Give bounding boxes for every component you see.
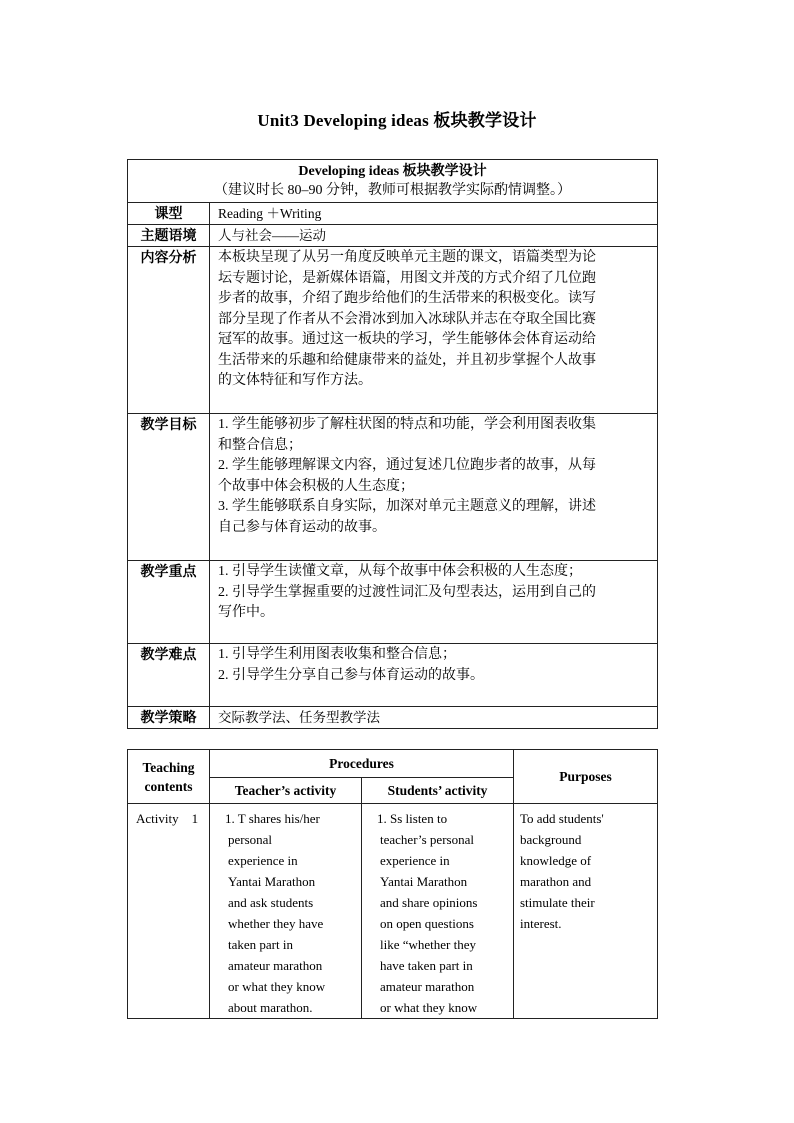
text-line: 的文体特征和写作方法。 bbox=[218, 373, 372, 388]
lesson-type-value: Reading ＋Writing bbox=[210, 203, 658, 225]
text-line: amateur marathon bbox=[380, 979, 475, 994]
text-line: amateur marathon bbox=[228, 958, 323, 973]
overview-header-title: Developing ideas 板块教学设计 bbox=[298, 164, 487, 179]
text-line: 1. Ss listen to bbox=[377, 811, 448, 826]
row-label-theme-context: 主题语境 bbox=[128, 225, 210, 247]
key-points-value bbox=[210, 561, 658, 644]
text-line: 自己参与体育运动的故事。 bbox=[218, 519, 386, 535]
text-line: 部分呈现了作者从不会滑冰到加入冰球队并志在夺取全国比赛 bbox=[218, 311, 596, 327]
text-line: 步者的故事，介绍了跑步给他们的生活带来的积极变化。读写 bbox=[218, 291, 596, 306]
text-line: 1. T shares his/her bbox=[225, 811, 320, 826]
text-line: 本板块呈现了从另一角度反映单元主题的课文，语篇类型为论 bbox=[218, 250, 596, 265]
text-line: and ask students bbox=[228, 895, 314, 910]
header-teacher-activity: Teacher’s activity bbox=[210, 778, 362, 804]
header-purposes: Purposes bbox=[514, 750, 658, 804]
table-row bbox=[128, 804, 658, 1019]
text-line: like “whether they bbox=[380, 937, 477, 952]
text-line: Yantai Marathon bbox=[380, 874, 468, 889]
text-line: 生活带来的乐趣和给健康带来的益处，并且初步掌握个人故事 bbox=[218, 352, 596, 368]
text-line: 2. 学生能够理解课文内容，通过复述几位跑步者的故事，从每 bbox=[218, 458, 596, 473]
overview-header bbox=[128, 160, 658, 203]
row-label-teaching-strategy: 教学策略 bbox=[128, 707, 210, 729]
text-line: 2. 引导学生掌握重要的过渡性词汇及句型表达，运用到自己的 bbox=[218, 584, 596, 600]
header-procedures: Procedures bbox=[210, 750, 514, 778]
row-label-lesson-type: 课型 bbox=[128, 203, 210, 225]
row-label-teaching-objectives: 教学目标 bbox=[128, 414, 210, 561]
teaching-strategy-value: 交际教学法、任务型教学法 bbox=[210, 707, 658, 729]
text-line: experience in bbox=[228, 853, 298, 868]
text-line: Yantai Marathon bbox=[228, 874, 316, 889]
purposes-cell bbox=[514, 804, 658, 1019]
text-line: 3. 学生能够联系自身实际，加深对单元主题意义的理解，讲述 bbox=[218, 499, 596, 514]
text-line: 坛专题讨论，是新媒体语篇，用图文并茂的方式介绍了几位跑 bbox=[218, 270, 596, 286]
text-line: on open questions bbox=[380, 916, 474, 931]
text-line: 1. 引导学生利用图表收集和整合信息； bbox=[218, 647, 456, 662]
text-line: knowledge of bbox=[520, 853, 592, 868]
overview-table bbox=[127, 159, 658, 729]
text-line: and share opinions bbox=[380, 895, 478, 910]
text-line: 2. 引导学生分享自己参与体育运动的故事。 bbox=[218, 667, 484, 683]
header-teaching-contents: Teaching contents bbox=[128, 750, 210, 804]
text-line: have taken part in bbox=[380, 958, 473, 973]
text-line: To add students' bbox=[520, 811, 604, 826]
teaching-objectives-value bbox=[210, 414, 658, 561]
text-line: or what they know bbox=[380, 1000, 478, 1015]
text-line: teacher’s personal bbox=[380, 832, 474, 847]
overview-header-note: （建议时长 80–90 分钟，教师可根据教学实际酌情调整。） bbox=[214, 183, 571, 198]
text-line: about marathon. bbox=[228, 1000, 313, 1015]
text-line: 1. 引导学生读懂文章，从每个故事中体会积极的人生态度； bbox=[218, 564, 582, 579]
students-activity-cell bbox=[362, 804, 514, 1019]
theme-context-value: 人与社会——运动 bbox=[210, 225, 658, 247]
text-line: 1. 学生能够初步了解柱状图的特点和功能，学会利用图表收集 bbox=[218, 417, 596, 432]
text-line: 冠军的故事。通过这一板块的学习，学生能够体会体育运动给 bbox=[218, 332, 596, 347]
text-line: personal bbox=[228, 832, 273, 847]
row-label-content-analysis: 内容分析 bbox=[128, 247, 210, 414]
text-line: experience in bbox=[380, 853, 450, 868]
text-line: interest. bbox=[520, 916, 562, 931]
activity-label: Activity 1 bbox=[128, 804, 210, 1019]
text-line: stimulate their bbox=[520, 895, 595, 910]
text-line: whether they have bbox=[228, 916, 324, 931]
teacher-activity-cell bbox=[210, 804, 362, 1019]
procedures-table bbox=[127, 749, 658, 1019]
content-analysis-value bbox=[210, 247, 658, 414]
header-students-activity: Students’ activity bbox=[362, 778, 514, 804]
text-line: 和整合信息； bbox=[218, 437, 302, 453]
row-label-key-points: 教学重点 bbox=[128, 561, 210, 644]
text-line: taken part in bbox=[228, 937, 293, 952]
row-label-difficult-points: 教学难点 bbox=[128, 644, 210, 707]
text-line: or what they know bbox=[228, 979, 326, 994]
text-line: 写作中。 bbox=[218, 605, 274, 620]
text-line: 个故事中体会积极的人生态度； bbox=[218, 478, 414, 494]
text-line: marathon and bbox=[520, 874, 592, 889]
difficult-points-value bbox=[210, 644, 658, 707]
text-line: background bbox=[520, 832, 582, 847]
document-title: Unit3 Developing ideas 板块教学设计 bbox=[257, 111, 537, 130]
